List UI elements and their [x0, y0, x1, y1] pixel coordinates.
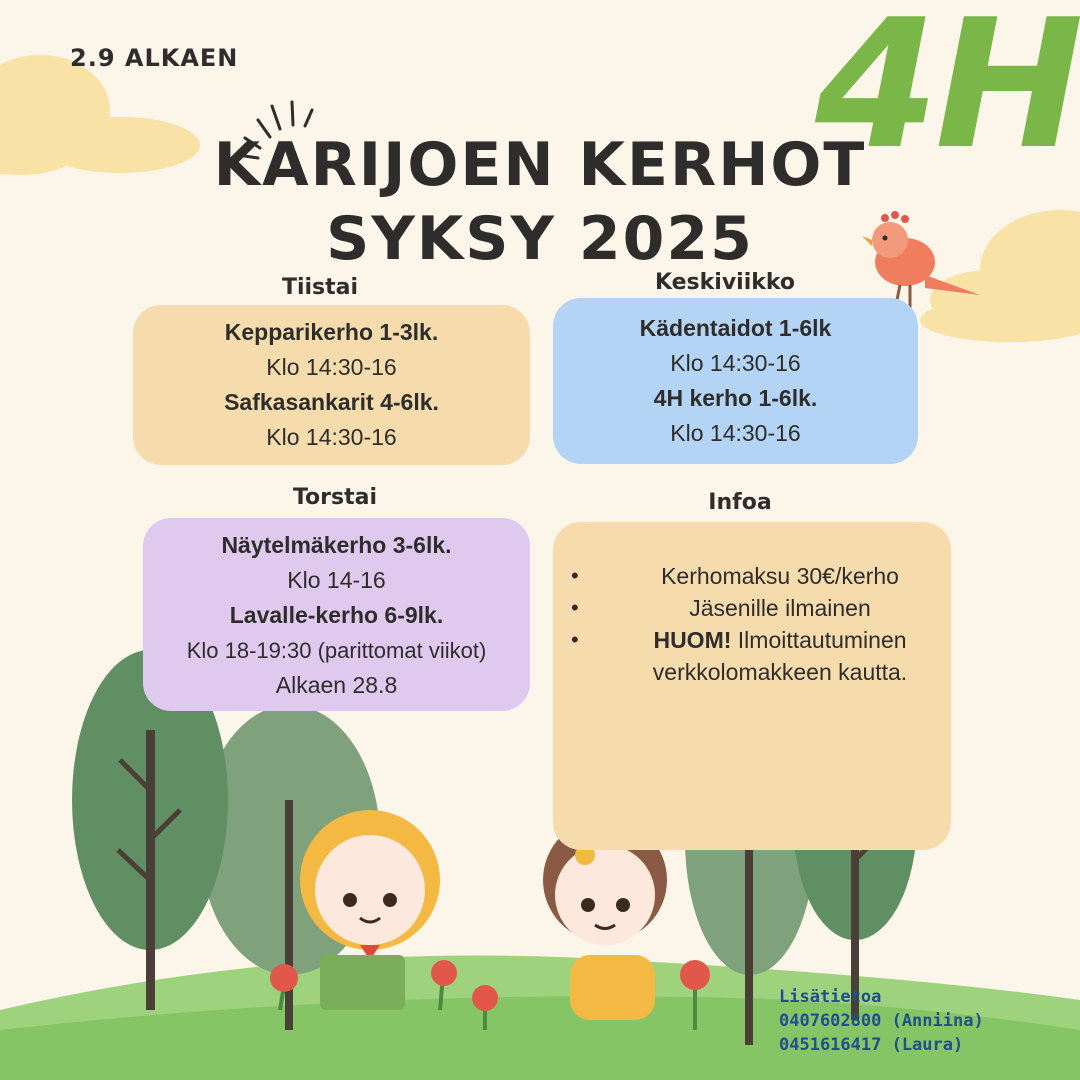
page-title [0, 130, 1060, 274]
wednesday-club2-name: 4H kerho 1-6lk. [653, 385, 818, 411]
wednesday-club1-name: Kädentaidot 1-6lk [639, 315, 832, 341]
wednesday-card [553, 298, 918, 464]
info-item-fee: • Kerhomaksu 30€/kerho [553, 560, 941, 592]
tuesday-card [133, 305, 530, 465]
thursday-club1-time: Klo 14-16 [287, 567, 386, 593]
thursday-card [143, 518, 530, 711]
start-date-label: 2.9 ALKAEN [70, 44, 239, 72]
tuesday-club1-name: Kepparikerho 1-3lk. [224, 319, 439, 345]
info-heading: Infoa [708, 490, 772, 515]
info-item-registration [553, 624, 941, 688]
info-list [553, 560, 941, 688]
bullet-icon: • [571, 595, 579, 620]
thursday-club1-name: Näytelmäkerho 3-6lk. [221, 532, 452, 558]
thursday-club2-name: Lavalle-kerho 6-9lk. [229, 602, 444, 628]
tuesday-club2-time: Klo 14:30-16 [266, 424, 397, 450]
bullet-icon: • [571, 563, 579, 588]
wednesday-club1-time: Klo 14:30-16 [670, 350, 801, 376]
tuesday-club2-name: Safkasankarit 4-6lk. [224, 389, 439, 415]
info-note-label: HUOM! [653, 627, 732, 653]
info-note-text: Ilmoittautuminen verkkolomakkeen kautta. [652, 627, 908, 685]
title-line-2: SYKSY 2025 [326, 204, 754, 274]
bullet-icon: • [571, 627, 579, 652]
info-item-members: • Jäsenille ilmainen [553, 592, 941, 624]
tuesday-club1-time: Klo 14:30-16 [266, 354, 397, 380]
thursday-club2-time: Klo 18-19:30 (parittomat viikot) [186, 638, 487, 663]
contact-phone-1[interactable]: 0407602800 (Anniina) [779, 1011, 984, 1031]
contact-block [779, 985, 984, 1057]
contact-phone-2[interactable]: 0451616417 (Laura) [779, 1035, 964, 1055]
wednesday-club2-time: Klo 14:30-16 [670, 420, 801, 446]
info-card [553, 522, 951, 850]
contact-label: Lisätietoa [779, 987, 882, 1007]
thursday-heading: Torstai [292, 485, 378, 510]
thursday-club2-start: Alkaen 28.8 [275, 672, 398, 698]
title-line-1: KARIJOEN KERHOT [213, 130, 867, 200]
wednesday-heading: Keskiviikko [654, 270, 796, 295]
logo-4h: 4H [815, 0, 1080, 188]
tuesday-heading: Tiistai [281, 275, 359, 300]
